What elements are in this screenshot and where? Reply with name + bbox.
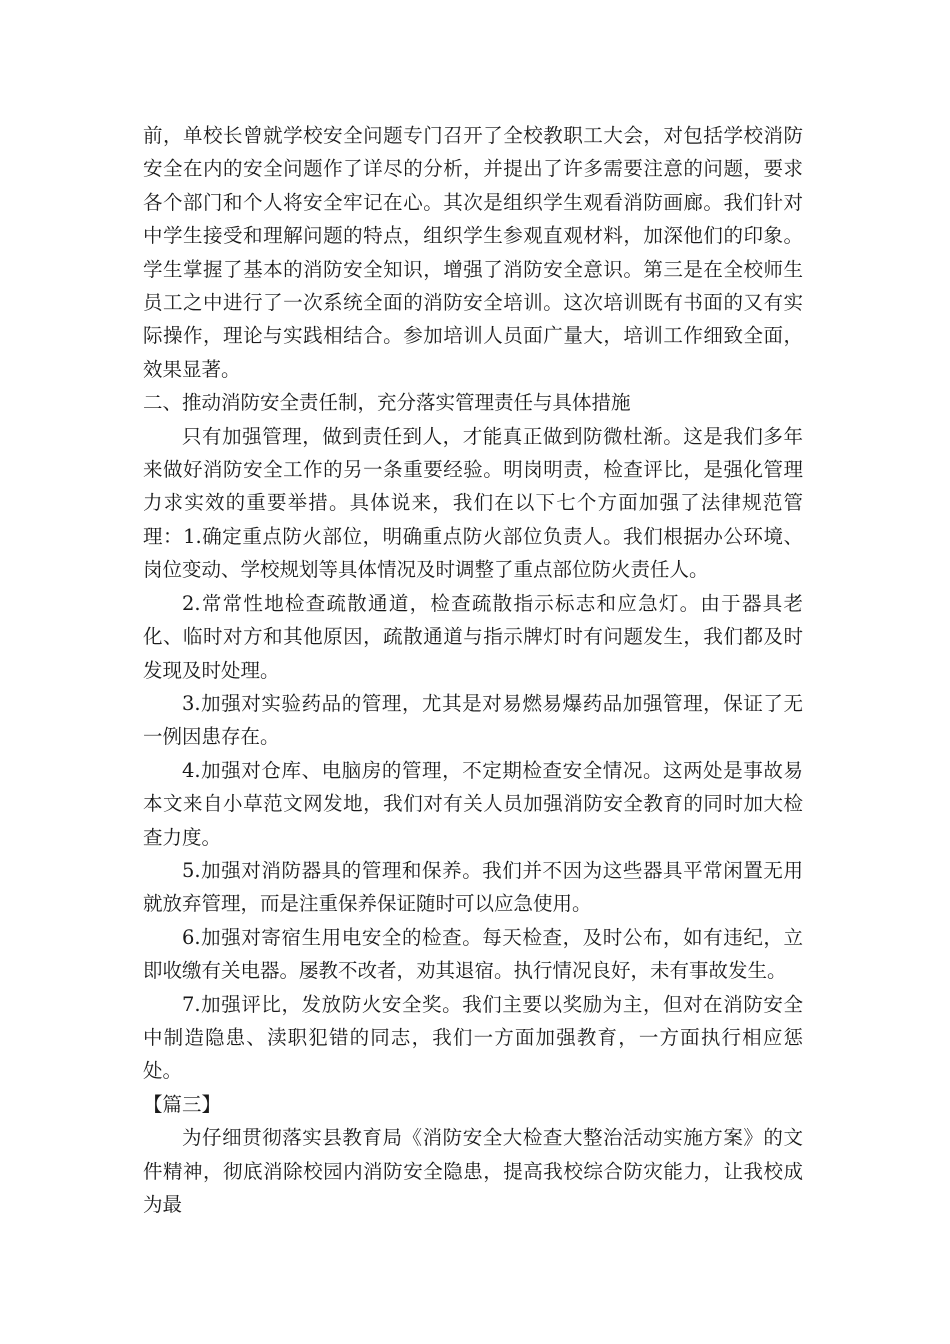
- paragraph-management: 只有加强管理，做到责任到人，才能真正做到防微杜渐。这是我们多年来做好消防安全工作的另一条重要经验。明岗明责，检查评比，是强化管理力求实效的重要举措。具体说来，我们在以下七个方面加强了法律规范管理：1.确定重点防火部位，明确重点防火部位负责人。我们根据办公环境、岗位变动、学校规划等具体情况及时调整了重点部位防火责任人。: [143, 424, 803, 582]
- list-item-3: 3.加强对实验药品的管理，尤其是对易燃易爆药品加强管理，保证了无一例因患存在。: [143, 691, 803, 749]
- list-item-4: 4.加强对仓库、电脑房的管理，不定期检查安全情况。这两处是事故易本文来自小草范文网发地，我们对有关人员加强消防安全教育的同时加大检查力度。: [143, 758, 803, 849]
- list-item-7: 7.加强评比，发放防火安全奖。我们主要以奖励为主，但对在消防安全中制造隐患、渎职犯错的同志，我们一方面加强教育，一方面执行相应惩处。: [143, 992, 803, 1083]
- document-body: [143, 119, 803, 1221]
- paragraph-continuation: 前，单校长曾就学校安全问题专门召开了全校教职工大会，对包括学校消防安全在内的安全问题作了详尽的分析，并提出了许多需要注意的问题，要求各个部门和个人将安全牢记在心。其次是组织学生观看消防画廊。我们针对中学生接受和理解问题的特点，组织学生参观直观材料，加深他们的印象。学生掌握了基本的消防安全知识，增强了消防安全意识。第三是在全校师生员工之中进行了一次系统全面的消防安全培训。这次培训既有书面的又有实际操作，理论与实践相结合。参加培训人员面广量大，培训工作细致全面，效果显著。: [143, 124, 803, 381]
- paragraph-part-three: 为仔细贯彻落实县教育局《消防安全大检查大整治活动实施方案》的文件精神，彻底消除校园内消防安全隐患，提高我校综合防灾能力，让我校成为最: [143, 1126, 803, 1216]
- list-item-5: 5.加强对消防器具的管理和保养。我们并不因为这些器具平常闲置无用就放弃管理，而是注重保养保证随时可以应急使用。: [143, 858, 803, 916]
- section-heading-two: 二、推动消防安全责任制，充分落实管理责任与具体措施: [143, 391, 631, 415]
- list-item-2: 2.常常性地检查疏散通道，检查疏散指示标志和应急灯。由于器具老化、临时对方和其他原因，疏散通道与指示牌灯时有问题发生，我们都及时发现及时处理。: [143, 591, 803, 682]
- part-three-heading: 【篇三】: [143, 1092, 222, 1116]
- list-item-6: 6.加强对寄宿生用电安全的检查。每天检查，及时公布，如有违纪，立即收缴有关电器。屡教不改者，劝其退宿。执行情况良好，未有事故发生。: [143, 925, 803, 983]
